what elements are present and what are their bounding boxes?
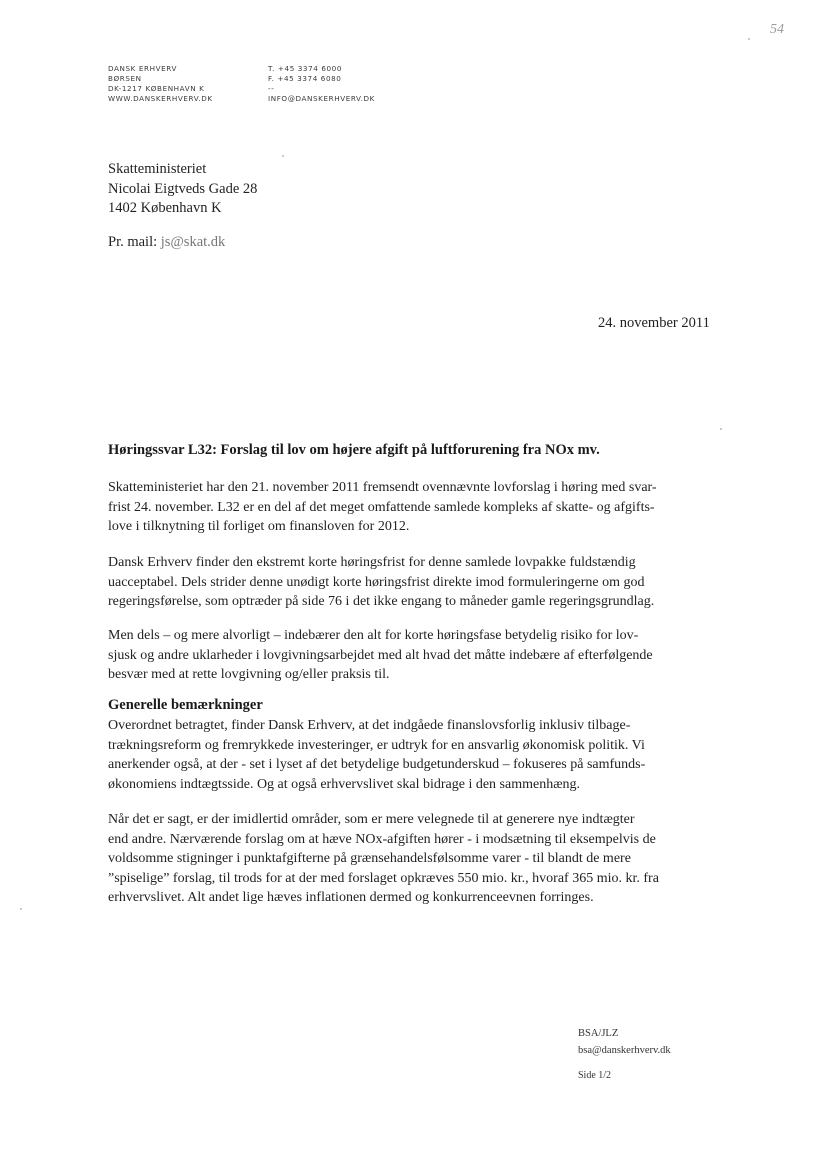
paragraph-line: frist 24. november. L32 er en del af det meget omfattende samlede kompleks af skatte- og afgifts- bbox=[108, 499, 655, 515]
recipient-address bbox=[108, 160, 257, 219]
footer-contact bbox=[578, 1025, 671, 1059]
paragraph-line: Overordnet betragtet, finder Dansk Erhverv, at det indgåede finanslovsforlig inklusiv tilbage- bbox=[108, 718, 631, 733]
letter-date: 24. november 2011 bbox=[598, 315, 710, 331]
paragraph-line: ”spiselige” forslag, til trods for at der med forslaget opkræves 550 mio. kr., hvoraf 365 mio. kr. fra bbox=[108, 870, 659, 886]
recipient-name: Skatteministeriet bbox=[108, 161, 207, 177]
footer-initials: BSA/JLZ bbox=[578, 1028, 619, 1039]
letterhead-website: WWW.DANSKERHVERV.DK bbox=[108, 94, 213, 103]
scan-speck bbox=[282, 155, 284, 157]
scan-speck bbox=[720, 428, 722, 430]
paragraph-line: anerkender også, at der - set i lyset af det betydelige budgetunderskud – fokuseres på samfunds- bbox=[108, 757, 646, 773]
letter-subject: Høringssvar L32: Forslag til lov om højere afgift på luftforurening fra NOx mv. bbox=[108, 442, 600, 458]
handwritten-page-mark: 54 bbox=[770, 22, 784, 37]
paragraph-deadline bbox=[108, 553, 720, 612]
letterhead-address bbox=[108, 64, 213, 104]
paragraph-intro bbox=[108, 478, 720, 537]
mail-label: Pr. mail: bbox=[108, 234, 161, 250]
letterhead-company: DANSK ERHVERV bbox=[108, 64, 177, 73]
letterhead-city: DK-1217 KØBENHAVN K bbox=[108, 84, 205, 93]
footer-email: bsa@danskerhverv.dk bbox=[578, 1045, 671, 1056]
paragraph-line: besvær med at rette lovgivning og/eller praksis til. bbox=[108, 667, 390, 683]
paragraph-line: regeringsførelse, som optræder på side 76 i det ikke engang to måneder gamle regeringsgrundlag. bbox=[108, 594, 655, 610]
paragraph-line: Skatteministeriet har den 21. november 2011 fremsendt ovennævnte lovforslag i høring med svar- bbox=[108, 480, 657, 495]
scan-speck bbox=[748, 38, 750, 40]
letterhead-separator: -- bbox=[268, 84, 275, 93]
mail-address: js@skat.dk bbox=[160, 234, 226, 250]
letterhead-phone: T. +45 3374 6000 bbox=[268, 64, 343, 73]
paragraph-line: Når det er sagt, er der imidlertid områder, som er mere velegnede til at generere nye indtægter bbox=[108, 812, 635, 827]
paragraph-line: trækningsreform og fremrykkede investeringer, er udtryk for en ansvarlig økonomisk politik. Vi bbox=[108, 737, 645, 753]
section-heading: Generelle bemærkninger bbox=[108, 697, 263, 713]
mail-line bbox=[108, 234, 225, 251]
paragraph-line: end andre. Nærværende forslag om at hæve NOx-afgiften hører - i modsætning til eksempelvis de bbox=[108, 831, 656, 847]
paragraph-nox bbox=[108, 810, 720, 908]
letterhead-fax: F. +45 3374 6080 bbox=[268, 74, 342, 83]
paragraph-line: uacceptabel. Dels strider denne unødigt korte høringsfrist direkte imod formuleringerne om god bbox=[108, 574, 645, 590]
paragraph-line: Men dels – og mere alvorligt – indebærer den alt for korte høringsfase betydelig risiko for lov- bbox=[108, 628, 639, 643]
paragraph-line: erhvervslivet. Alt andet lige hæves inflationen dermed og konkurrenceevnen forringes. bbox=[108, 890, 594, 906]
scan-speck bbox=[20, 908, 22, 910]
paragraph-line: voldsomme stigninger i punktafgifterne på grænsehandelsfølsomme varer - til blandt de mere bbox=[108, 851, 631, 867]
page-number: Side 1/2 bbox=[578, 1070, 612, 1081]
letterhead-building: BØRSEN bbox=[108, 74, 142, 83]
recipient-street: Nicolai Eigtveds Gade 28 bbox=[108, 180, 258, 197]
paragraph-line: økonomiens indtægtsside. Og at også erhvervslivet skal bidrage i den sammenhæng. bbox=[108, 776, 581, 792]
letterhead-email: INFO@DANSKERHVERV.DK bbox=[268, 94, 375, 103]
paragraph-line: love i tilknytning til forliget om finansloven for 2012. bbox=[108, 519, 410, 535]
paragraph-line: Dansk Erhverv finder den ekstremt korte høringsfrist for denne samlede lovpakke fuldstændig bbox=[108, 555, 636, 570]
recipient-city: 1402 København K bbox=[108, 200, 222, 216]
paragraph-risk bbox=[108, 626, 720, 685]
paragraph-line: sjusk og andre uklarheder i lovgivningsarbejdet med alt hvad det måtte indebære af efterfølgende bbox=[108, 647, 653, 663]
paragraph-general bbox=[108, 716, 720, 794]
letterhead-contact bbox=[268, 64, 375, 104]
